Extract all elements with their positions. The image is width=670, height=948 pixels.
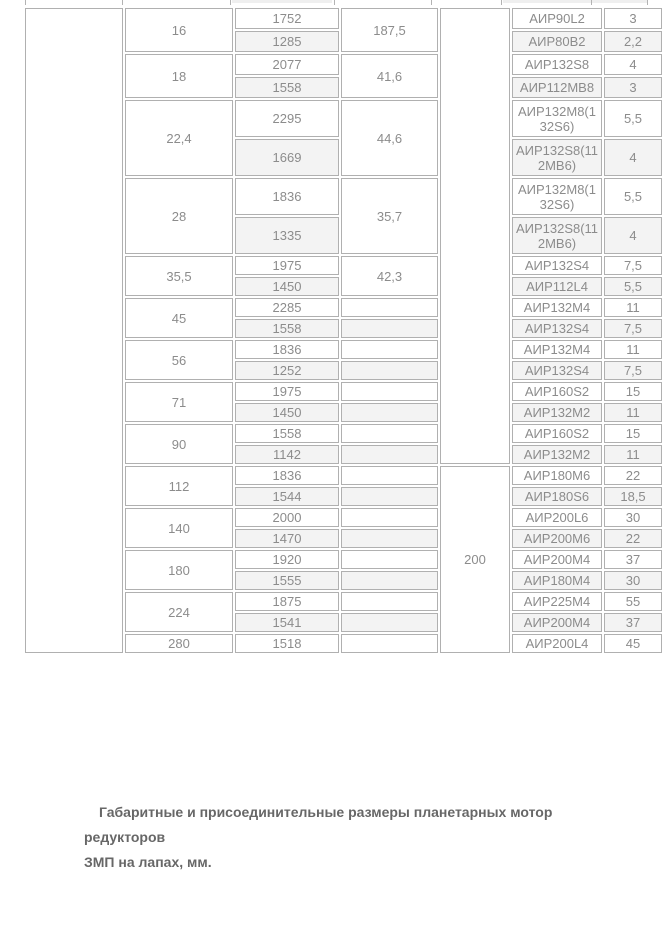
value-cell: 1518 [235,634,339,653]
motor-type-cell: АИР112МВ8 [512,77,602,98]
value-cell: 1836 [235,178,339,215]
power-cell: 3 [604,8,662,29]
motor-type-cell: АИР112L4 [512,277,602,296]
value-cell: 1335 [235,217,339,254]
value-cell: 2285 [235,298,339,317]
value-cell: 1252 [235,361,339,380]
power-cell: 7,5 [604,319,662,338]
power-cell: 45 [604,634,662,653]
motor-type-cell: АИР180М6 [512,466,602,485]
value-cell: 1541 [235,613,339,632]
value-cell: 1920 [235,550,339,569]
value-cell: 1975 [235,382,339,401]
cropped-border-tick [591,0,592,5]
value-cell: 1558 [235,424,339,443]
empty-value-cell [341,508,438,527]
cropped-row-smudge [503,0,647,3]
empty-value-cell [341,424,438,443]
shared-value-cell: 35,7 [341,178,438,254]
motor-type-cell: АИР160S2 [512,424,602,443]
power-cell: 5,5 [604,277,662,296]
left-empty-cell [25,8,123,653]
shared-200-cell: 200 [440,466,510,653]
ratio-cell: 56 [125,340,233,380]
value-cell: 1836 [235,466,339,485]
empty-value-cell [341,319,438,338]
motor-type-cell: АИР132S4 [512,319,602,338]
value-cell: 2000 [235,508,339,527]
value-cell: 1544 [235,487,339,506]
motor-type-cell: АИР132S4 [512,361,602,380]
value-cell: 1558 [235,319,339,338]
ratio-cell: 45 [125,298,233,338]
cropped-border-tick [334,0,335,5]
motor-type-cell: АИР132S8 [512,54,602,75]
cropped-border-tick [230,0,231,5]
caption-line-1: Габаритные и присоединительные размеры планетарных мотор редукторов [84,804,553,845]
table-row [25,8,662,29]
motor-type-cell: АИР225М4 [512,592,602,611]
shared-value-cell: 187,5 [341,8,438,52]
power-cell: 7,5 [604,256,662,275]
empty-value-cell [341,445,438,464]
value-cell: 1450 [235,277,339,296]
motor-type-cell: АИР132S8(112МВ6) [512,139,602,176]
motor-type-cell: АИР132М8(132S6) [512,178,602,215]
power-cell: 4 [604,54,662,75]
empty-value-cell [341,613,438,632]
ratio-cell: 35,5 [125,256,233,296]
value-cell: 1470 [235,529,339,548]
ratio-cell: 112 [125,466,233,506]
empty-value-cell [341,361,438,380]
motor-type-cell: АИР132М4 [512,298,602,317]
empty-value-cell [341,550,438,569]
cropped-border-tick [431,0,432,5]
power-cell: 15 [604,382,662,401]
motor-type-cell: АИР132М2 [512,445,602,464]
power-cell: 4 [604,139,662,176]
empty-value-cell [341,382,438,401]
empty-value-cell [341,634,438,653]
ratio-cell: 71 [125,382,233,422]
motor-type-cell: АИР80В2 [512,31,602,52]
caption-line-2: ЗМП на лапах, мм. [84,854,212,870]
power-cell: 22 [604,529,662,548]
motor-type-cell: АИР90L2 [512,8,602,29]
value-cell: 1836 [235,340,339,359]
empty-value-cell [341,403,438,422]
power-cell: 30 [604,571,662,590]
ratio-cell: 18 [125,54,233,98]
motor-type-cell: АИР180S6 [512,487,602,506]
motor-type-cell: АИР200М4 [512,550,602,569]
value-cell: 1752 [235,8,339,29]
power-cell: 11 [604,298,662,317]
motor-type-cell: АИР200М6 [512,529,602,548]
ratio-cell: 140 [125,508,233,548]
value-cell: 1142 [235,445,339,464]
value-cell: 1669 [235,139,339,176]
motor-type-cell: АИР132М2 [512,403,602,422]
power-cell: 5,5 [604,178,662,215]
ratio-cell: 90 [125,424,233,464]
power-cell: 5,5 [604,100,662,137]
power-cell: 18,5 [604,487,662,506]
value-cell: 1975 [235,256,339,275]
value-cell: 1285 [235,31,339,52]
ratio-cell: 16 [125,8,233,52]
motor-type-cell: АИР200L6 [512,508,602,527]
power-cell: 55 [604,592,662,611]
motor-type-cell: АИР132S4 [512,256,602,275]
power-cell: 11 [604,340,662,359]
power-cell: 2,2 [604,31,662,52]
shared-value-cell: 41,6 [341,54,438,98]
power-cell: 37 [604,550,662,569]
shared-value-cell: 42,3 [341,256,438,296]
power-cell: 37 [604,613,662,632]
value-cell: 2295 [235,100,339,137]
value-cell: 2077 [235,54,339,75]
empty-value-cell [341,298,438,317]
power-cell: 3 [604,77,662,98]
motor-type-cell: АИР200М4 [512,613,602,632]
cropped-border-tick [122,0,123,5]
motor-type-cell: АИР180М4 [512,571,602,590]
empty-value-cell [341,571,438,590]
upper-merged-empty-cell [440,8,510,464]
empty-value-cell [341,487,438,506]
value-cell: 1558 [235,77,339,98]
empty-value-cell [341,529,438,548]
motor-type-cell: АИР132М8(132S6) [512,100,602,137]
ratio-cell: 180 [125,550,233,590]
power-cell: 4 [604,217,662,254]
power-cell: 11 [604,445,662,464]
table-caption [84,800,614,875]
motor-type-cell: АИР132S8(112МВ6) [512,217,602,254]
cropped-row-smudge [232,0,332,3]
motor-type-cell: АИР160S2 [512,382,602,401]
power-cell: 30 [604,508,662,527]
value-cell: 1555 [235,571,339,590]
ratio-cell: 224 [125,592,233,632]
value-cell: 1450 [235,403,339,422]
power-cell: 22 [604,466,662,485]
value-cell: 1875 [235,592,339,611]
cropped-border-tick [501,0,502,5]
cropped-border-tick [25,0,26,5]
shared-value-cell: 44,6 [341,100,438,176]
ratio-cell: 280 [125,634,233,653]
power-cell: 11 [604,403,662,422]
empty-value-cell [341,466,438,485]
motor-type-cell: АИР200L4 [512,634,602,653]
ratio-cell: 22,4 [125,100,233,176]
power-cell: 15 [604,424,662,443]
motor-type-cell: АИР132М4 [512,340,602,359]
empty-value-cell [341,592,438,611]
cropped-border-tick [647,0,648,5]
power-cell: 7,5 [604,361,662,380]
empty-value-cell [341,340,438,359]
ratio-cell: 28 [125,178,233,254]
motor-reducer-spec-table [23,6,664,655]
